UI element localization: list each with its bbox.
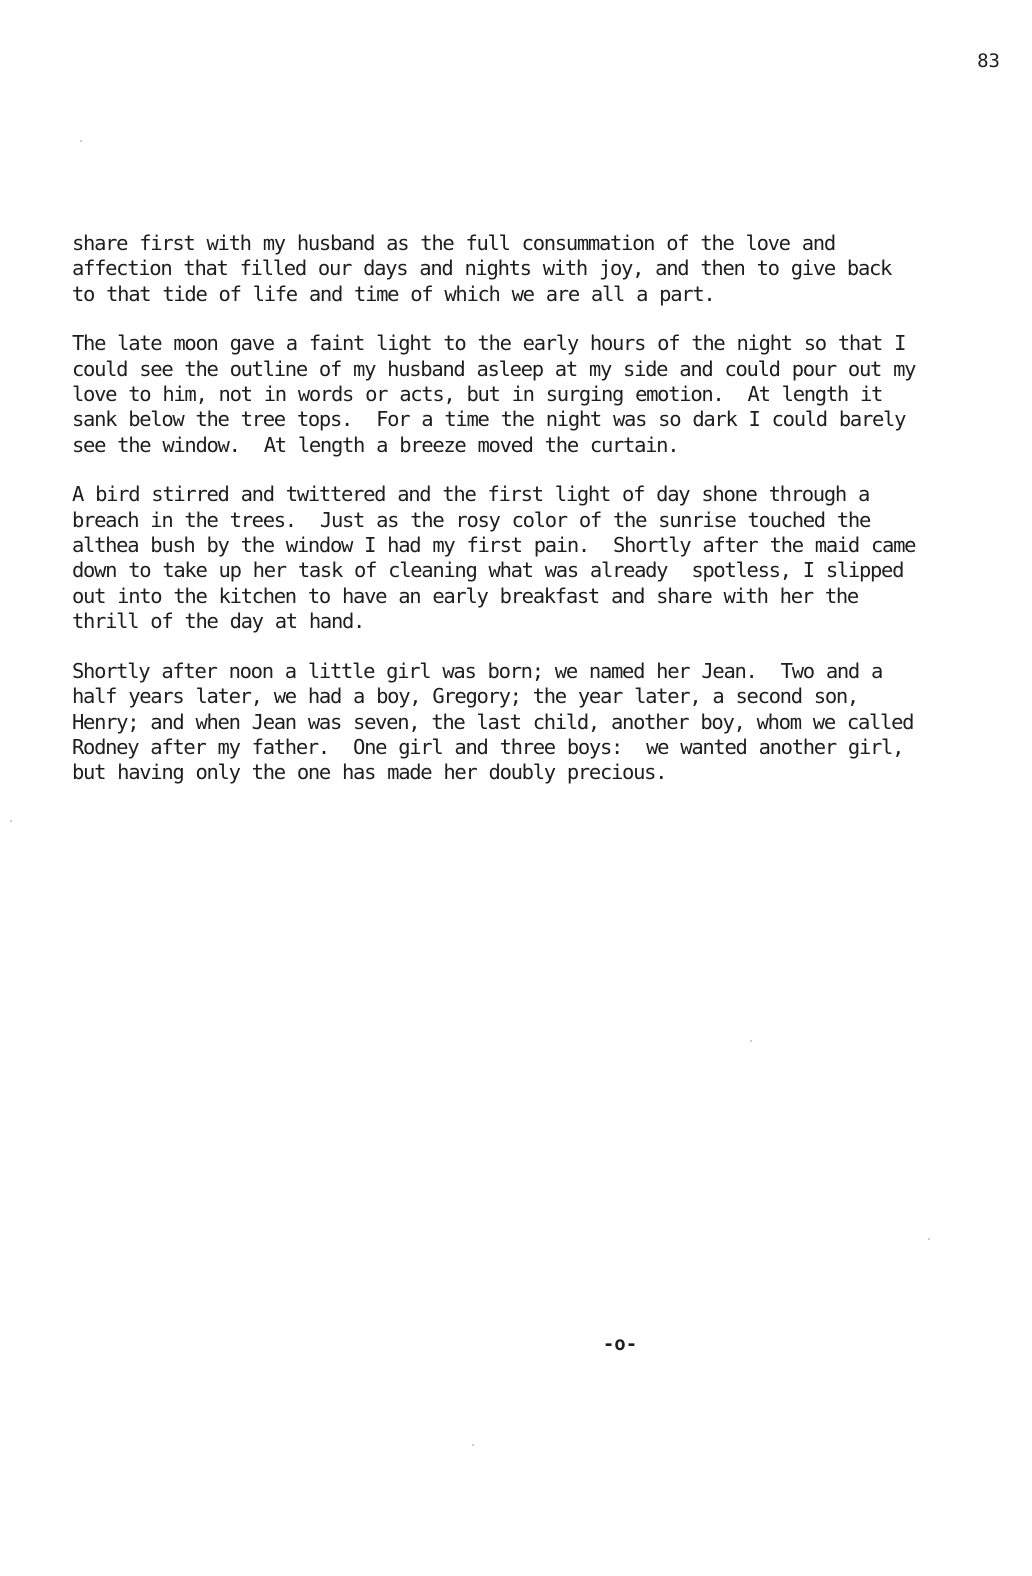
text-line: thrill of the day at hand. <box>72 609 365 634</box>
text-line: half years later, we had a boy, Gregory; the year later, a second son, <box>72 684 858 709</box>
text-line: A bird stirred and twittered and the first light of day shone through a <box>72 482 869 507</box>
text-line: see the window. At length a breeze moved the curtain. <box>72 432 679 457</box>
body-text <box>72 231 1022 810</box>
end-mark: -o- <box>602 1333 638 1355</box>
text-line: sank below the tree tops. For a time the night was so dark I could barely <box>72 407 906 432</box>
text-line: love to him, not in words or acts, but in surging emotion. At length it <box>72 382 883 407</box>
paragraph-1 <box>72 231 1022 307</box>
page-number: 83 <box>977 50 1000 72</box>
text-line: share first with my husband as the full consummation of the love and <box>72 231 835 255</box>
text-line: down to take up her task of cleaning what was already spotless, I slipped <box>72 558 904 583</box>
paragraph-3 <box>72 482 1022 634</box>
text-line: breach in the trees. Just as the rosy color of the sunrise touched the <box>72 507 870 532</box>
text-line: but having only the one has made her doubly precious. <box>72 760 667 785</box>
scan-speck <box>472 1444 474 1446</box>
scan-speck <box>750 1040 752 1042</box>
text-line: out into the kitchen to have an early breakfast and share with her the <box>72 583 858 608</box>
scan-speck <box>80 140 82 142</box>
paragraph-4 <box>72 659 1022 786</box>
text-line: could see the outline of my husband asleep at my side and could pour out my <box>72 356 916 381</box>
scan-speck <box>10 820 12 822</box>
text-line: The late moon gave a faint light to the early hours of the night so that I <box>72 331 906 356</box>
text-line: Henry; and when Jean was seven, the last child, another boy, whom we called <box>72 709 914 734</box>
paragraph-2 <box>72 331 1022 458</box>
text-line: affection that filled our days and nights with joy, and then to give back <box>72 256 892 281</box>
text-line: Rodney after my father. One girl and three boys: we wanted another girl, <box>72 734 904 759</box>
text-line: Shortly after noon a little girl was born; we named her Jean. Two and a <box>72 658 883 683</box>
text-line: althea bush by the window I had my first pain. Shortly after the maid came <box>72 533 916 558</box>
text-line: to that tide of life and time of which we are all a part. <box>72 281 715 306</box>
scan-speck <box>928 1238 930 1240</box>
